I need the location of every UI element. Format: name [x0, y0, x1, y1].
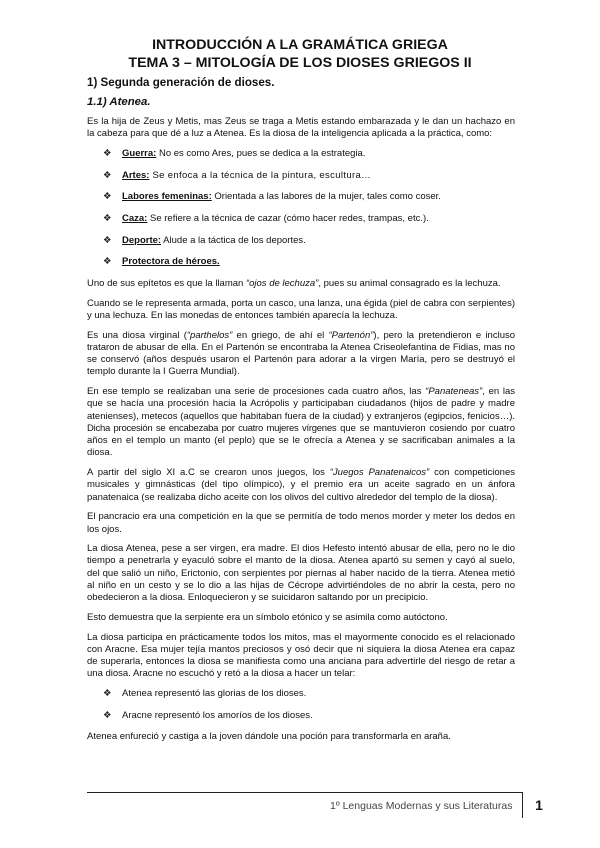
document-subtitle: TEMA 3 – MITOLOGÍA DE LOS DIOSES GRIEGOS II: [128, 55, 472, 71]
list-term: Artes:: [122, 169, 150, 181]
subsection-heading: 1.1) Atenea.: [87, 96, 151, 108]
parthenos-paragraph: Es una diosa virginal (“parthelos” en griego, de ahí el “Partenón”), pero la pretendieron e incluso trataron de abusar de ella. En el Partenón se encontraba la Atenea Criseolefantina de Fidias, mas no se conservó (años después usaron el Partenón para adorar a la virgen María, pero se destruyó el templo durante la I Guerra Mundial).: [87, 329, 516, 378]
list-term: Deporte:: [122, 234, 162, 246]
list-term: Caza:: [122, 212, 148, 224]
list-item: ❖ Aracne representó los amoríos de los dioses.: [103, 709, 313, 721]
serpiente-paragraph: Esto demuestra que la serpiente era un símbolo etónico y se asimila como autóctono.: [87, 611, 448, 623]
list-desc: No es como Ares, pues se dedica a la estrategia.: [156, 147, 366, 159]
document-title: INTRODUCCIÓN A LA GRAMÁTICA GRIEGA: [152, 37, 448, 53]
domains-list: [87, 148, 515, 269]
list-term: Guerra:: [122, 147, 157, 159]
diamond-bullet-icon: ❖: [103, 709, 112, 721]
diamond-bullet-icon: ❖: [103, 169, 112, 181]
diamond-bullet-icon: ❖: [103, 234, 112, 246]
list-desc: Se refiere a la técnica de cazar (cómo hacer redes, trampas, etc.).: [147, 212, 429, 224]
panateneas-paragraph: En ese templo se realizaban una serie de procesiones cada cuatro años, las “Panateneas”, en las que se hacía una procesión hacia la Acrópolis y participaban ciudadanos (hijos de padre y madre atenienses), metecos (aquellos que habitaban fuera de la ciudad) y extranjeros (egipcios, fenicios…). Dicha procesión se encabezaba por cuatro mujeres vírgenes que se mantuvieron cosiendo por cuatro años en el templo un manto (el peplo) que se le ofrecía a Atenea y se sacrificaban animales a la diosa.: [87, 385, 515, 459]
juegos-paragraph: A partir del siglo XI a.C se crearon unos juegos, los “Juegos Panatenaicos” con competiciones musicales y gimnásticas (del tipo olímpico), y el premio era un aceite sagrado en un ánfora panatenaica (se realizaba dicho aceite con los olivos del cultivo alrededor del templo de la diosa).: [87, 467, 515, 503]
list-desc: Se enfoca a la técnica de la pintura, escultura…: [149, 169, 371, 181]
diamond-bullet-icon: ❖: [103, 688, 112, 699]
list-desc: Orientada a las labores de la mujer, tales como coser.: [211, 191, 441, 203]
list-term: Protectora de héroes.: [122, 256, 220, 268]
diamond-bullet-icon: ❖: [103, 212, 112, 224]
footer-divider: [87, 792, 522, 793]
list-item: [87, 256, 515, 268]
list-desc: Alude a la táctica de los deportes.: [161, 234, 306, 246]
list-item: [87, 148, 515, 160]
epithet-paragraph: Uno de sus epítetos es que la llaman “ojos de lechuza”, pues su animal consagrado es la lechuza.: [87, 278, 501, 290]
page-number: 1: [522, 792, 555, 818]
section-heading: 1) Segunda generación de dioses.: [87, 76, 275, 89]
telar-list: [87, 688, 515, 722]
final-paragraph: Atenea enfureció y castiga a la joven dándole una poción para transformarla en araña.: [87, 731, 451, 743]
diamond-bullet-icon: ❖: [103, 256, 112, 268]
diamond-bullet-icon: ❖: [103, 191, 112, 203]
list-item: ❖ Atenea representó las glorias de los dioses.: [103, 688, 307, 699]
list-item: [87, 191, 515, 203]
hefesto-paragraph: La diosa Atenea, pese a ser virgen, era madre. El dios Hefesto intentó abusar de ella, pero no le dio tiempo a penetrarla y eyaculó sobre el manto de la diosa. Atenea apartó su semen y cayó al suelo, del que salió un niño, Erictonio, con serpientes por piernas al haber nacido de la tierra. Atenea metió al niño en un cesto y se lo dio a las hijas de Cécrope advirtiéndoles de no abrir la cesta, pero no obedecieron a la diosa. Enloquecieron y se suicidaron saltando por un precipicio.: [87, 543, 515, 604]
footer-course: 1º Lenguas Modernas y sus Literaturas: [330, 800, 513, 812]
body-content: [87, 116, 515, 751]
list-item: [87, 170, 515, 182]
list-item: [87, 235, 515, 247]
list-item: [87, 213, 515, 225]
representation-paragraph: Cuando se le representa armada, porta un casco, una lanza, una égida (piel de cabra con serpientes) y una lechuza. En las monedas de entonces también aparecía la lechuza.: [87, 297, 515, 321]
intro-paragraph: Es la hija de Zeus y Metis, mas Zeus se traga a Metis estando embarazada y le dan un hachazo en la cabeza para que dé a luz a Atenea. Es la diosa de la inteligencia aplicada a la práctica, como:: [87, 116, 515, 140]
diamond-bullet-icon: ❖: [103, 147, 112, 159]
aracne-paragraph: La diosa participa en prácticamente todos los mitos, mas el mayormente conocido es el relacionado con Aracne. Esa mujer tejía mantos preciosos y osó decir que ni siquiera la diosa Atenea era capaz de superarla, entonces la diosa se manifiesta como una anciana para advertirle del riesgo de retar a una diosa. Aracne no escuchó y retó a la diosa a hacer un telar:: [87, 631, 515, 680]
pancracio-paragraph: El pancracio era una competición en la que se permitía de todo menos morder y meter los dedos en los ojos.: [87, 511, 515, 535]
list-term: Labores femeninas:: [122, 191, 212, 203]
